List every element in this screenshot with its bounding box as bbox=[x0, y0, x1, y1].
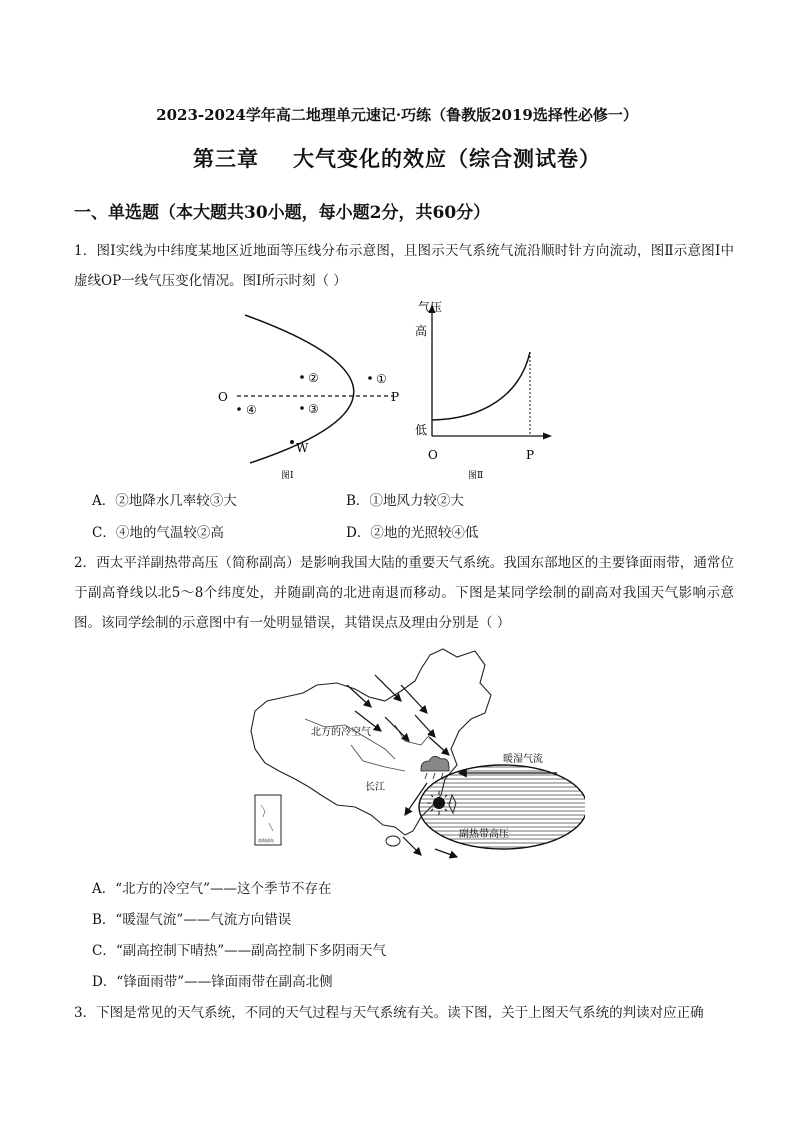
q2-option-d[interactable]: D．“锋面雨带”——锋面雨带在副高北侧 bbox=[92, 974, 333, 990]
y-label-high: 高 bbox=[415, 324, 428, 338]
q1-option-b[interactable]: B．①地风力较②大 bbox=[346, 493, 464, 509]
x-label-P: P bbox=[526, 448, 535, 462]
q2-option-a[interactable]: A．“北方的冷空气”——这个季节不存在 bbox=[92, 881, 332, 897]
q1-option-d[interactable]: D．②地的光照较④低 bbox=[346, 525, 479, 541]
y-axis-title: 气压 bbox=[418, 300, 443, 314]
x-label-O: O bbox=[428, 448, 438, 462]
label-point-1: ① bbox=[376, 372, 387, 386]
figure-2-pressure-graph bbox=[412, 298, 552, 486]
q2-option-c[interactable]: C．“副高控制下晴热”——副高控制下多阴雨天气 bbox=[92, 943, 387, 959]
hainan-island bbox=[386, 836, 400, 846]
chapter-number: 第三章 bbox=[193, 146, 259, 171]
pressure-curve bbox=[432, 352, 530, 420]
flow-arrow bbox=[435, 849, 457, 857]
label-point-2: ② bbox=[308, 371, 319, 385]
sun-icon bbox=[433, 797, 445, 809]
section-heading: 一、单选题（本大题共30小题，每小题2分，共60分） bbox=[74, 203, 491, 223]
label-W: W bbox=[296, 441, 309, 455]
chapter-name: 大气变化的效应（综合测试卷） bbox=[293, 146, 601, 171]
label-O: O bbox=[218, 390, 228, 404]
label-point-4: ④ bbox=[246, 403, 257, 417]
cold-air-arrow bbox=[375, 675, 401, 701]
q1-option-a[interactable]: A．②地降水几率较③大 bbox=[92, 493, 237, 509]
label-cold-air: 北方的冷空气 bbox=[311, 727, 371, 738]
figure-1-isobar-map bbox=[205, 300, 415, 485]
q2-option-b[interactable]: B．“暖湿气流”——气流方向错误 bbox=[92, 912, 292, 928]
label-yangtze-river: 长江 bbox=[365, 782, 385, 793]
y-label-low: 低 bbox=[415, 423, 428, 437]
x-axis-arrow bbox=[543, 433, 552, 440]
label-P: P bbox=[391, 390, 400, 404]
question-2-text: 2．西太平洋副热带高压（简称副高）是影响我国大陆的重要天气系统。我国东部地区的主要锋面雨带，通常位于副高脊线以北5～8个纬度处，并随副高的北进南退而移动。下图是某同学绘制的副高对我国天气影响示意图。该同学绘制的示意图中有一处明显错误，其错误点及理由分别是（ ） bbox=[74, 555, 734, 631]
exam-subtitle: 2023-2024学年高二地理单元速记·巧练（鲁教版2019选择性必修一） bbox=[156, 106, 638, 124]
point-3-dot bbox=[300, 406, 304, 410]
inset-label: 南海诸岛 bbox=[258, 838, 274, 843]
question-1-text: 1．图Ⅰ实线为中纬度某地区近地面等压线分布示意图，且图示天气系统气流沿顺时针方向流动，图Ⅱ示意图Ⅰ中虚线OP一线气压变化情况。图Ⅰ所示时刻（ ） bbox=[74, 243, 734, 289]
point-1-dot bbox=[368, 376, 372, 380]
q1-option-c[interactable]: C．④地的气温较②高 bbox=[92, 525, 224, 541]
figure-2-caption: 图Ⅱ bbox=[468, 471, 484, 481]
label-warm-air: 暖湿气流 bbox=[503, 754, 543, 765]
question-3-text: 3．下图是常见的天气系统，不同的天气过程与天气系统有关。读下图，关于上图天气系统的判读对应正确 bbox=[74, 1005, 704, 1021]
label-subtropical-high: 副热带高压 bbox=[459, 829, 509, 840]
figure-1-caption: 图Ⅰ bbox=[281, 471, 294, 481]
chapter-title bbox=[0, 143, 794, 173]
flow-arrow bbox=[403, 837, 421, 855]
point-W-dot bbox=[290, 440, 294, 444]
point-4-dot bbox=[237, 407, 241, 411]
figure-subtropical-high-map bbox=[245, 645, 585, 865]
label-point-3: ③ bbox=[308, 402, 319, 416]
point-2-dot bbox=[300, 375, 304, 379]
